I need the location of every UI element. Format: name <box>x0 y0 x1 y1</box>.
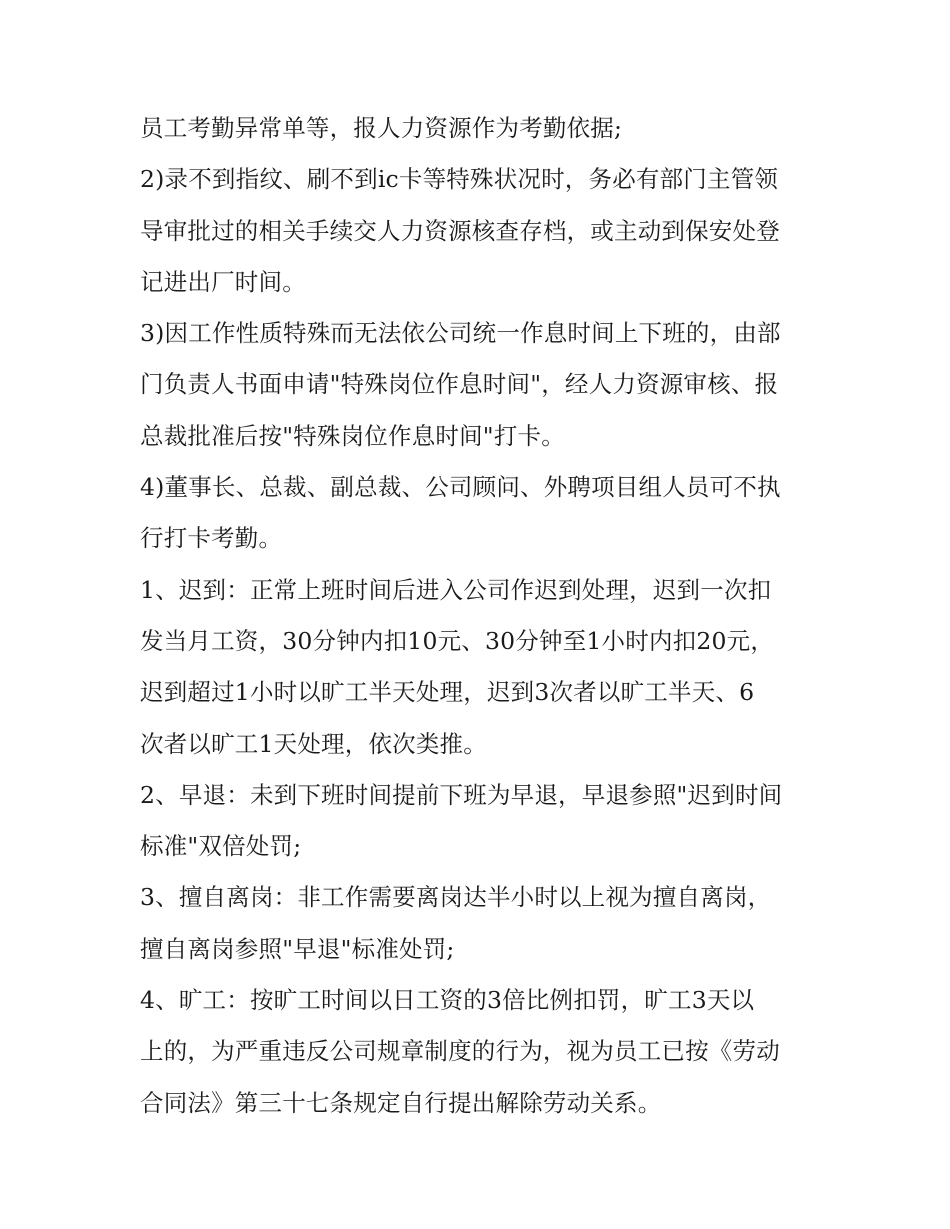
text-line: 总裁批准后按"特殊岗位作息时间"打卡。 <box>140 421 565 450</box>
text-line: 导审批过的相关手续交人力资源核查存档，或主动到保安处登 <box>140 216 780 245</box>
text-line: 3、擅自离岗：非工作需要离岗达半小时以上视为擅自离岗， <box>140 883 772 912</box>
text-line: 1、迟到：正常上班时间后进入公司作迟到处理，迟到一次扣 <box>140 575 772 604</box>
text-line: 4)董事长、总裁、副总裁、公司顾问、外聘项目组人员可不执 <box>140 473 781 502</box>
text-line: 擅自离岗参照"早退"标准处罚; <box>140 934 455 963</box>
text-line: 门负责人书面申请"特殊岗位作息时间"，经人力资源审核、报 <box>140 370 779 399</box>
text-line: 次者以旷工1天处理，依次类推。 <box>140 729 487 758</box>
text-line: 3)因工作性质特殊而无法依公司统一作息时间上下班的，由部 <box>140 319 781 348</box>
text-line: 迟到超过1小时以旷工半天处理，迟到3次者以旷工半天、6 <box>140 678 755 707</box>
document-body <box>140 103 820 1129</box>
text-line: 2、早退：未到下班时间提前下班为早退，早退参照"迟到时间 <box>140 780 783 809</box>
text-line: 发当月工资，30分钟内扣10元、30分钟至1小时内扣20元， <box>140 626 775 655</box>
text-line: 合同法》第三十七条规定自行提出解除劳动关系。 <box>140 1088 662 1117</box>
text-line: 标准"双倍处罚; <box>140 832 302 861</box>
text-line: 员工考勤异常单等，报人力资源作为考勤依据; <box>140 114 623 142</box>
text-line: 4、旷工：按旷工时间以日工资的3倍比例扣罚，旷工3天以 <box>140 986 755 1015</box>
text-line: 2)录不到指纹、刷不到ic卡等特殊状况时，务必有部门主管领 <box>140 165 779 194</box>
text-line: 上的，为严重违反公司规章制度的行为，视为员工已按《劳动 <box>140 1037 780 1066</box>
text-line: 行打卡考勤。 <box>140 524 283 553</box>
text-line: 记进出厂时间。 <box>140 267 306 296</box>
